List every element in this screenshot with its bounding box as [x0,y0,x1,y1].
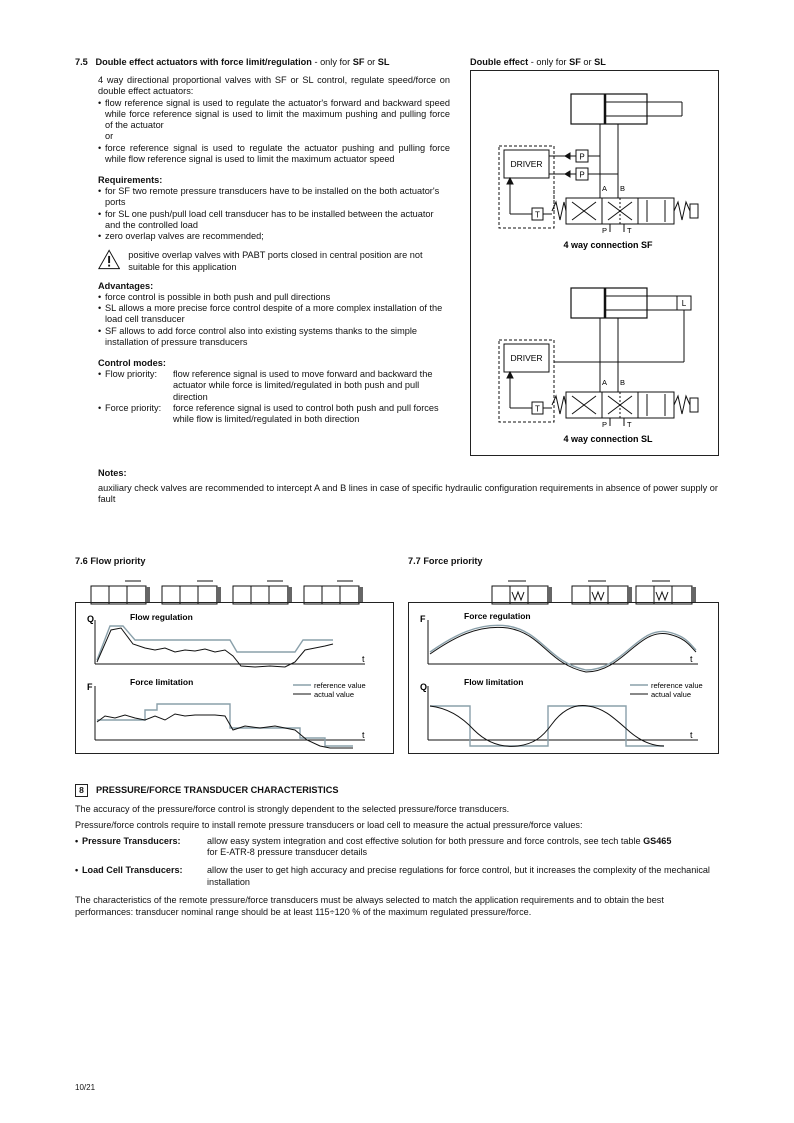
section-number: 7.5 [75,57,88,67]
diagram-heading-main: Double effect [470,57,529,67]
advantage-item: • SL allows a more precise force control despite of a more complex installation of the load cell transducer [98,303,450,325]
warning-text: positive overlap valves with PABT ports closed in central position are not suitable for this application [128,250,423,272]
title-sl: SL [377,57,390,67]
warning-note [98,247,450,272]
page-number: 10/21 [75,1083,96,1092]
section-8-body [75,804,720,919]
axis-q: Q [87,614,95,624]
advantages-title: Advantages: [98,280,154,291]
force-limitation-label: Force limitation [130,677,194,687]
flow-regulation-label: Flow regulation [130,612,193,622]
diagram-heading-sl: SL [594,57,606,67]
flow-regulation-axes [95,620,365,664]
section-number-box: 8 [75,784,88,797]
section-7-7-title: 7.7 Force priority [408,556,483,566]
pressure-transducers-text-2: for E-ATR-8 pressure transducer details [207,847,368,858]
notes-text: auxiliary check valves are recommended to intercept A and B lines in case of specific hydraulic configuration requirements in absence of power supply or fault [98,483,718,505]
section-7-6-title: 7.6 Flow priority [75,556,146,566]
valve-symbols-dark-marks [145,587,363,603]
bullet-force-reference: • force reference signal is used to regulate the actuator pushing and pulling force while flow reference signal is used to limit the maximum actuator speed [98,143,450,165]
control-mode-key: • Force priority: [105,402,162,413]
force-regulation-axes [428,620,698,664]
section-8-paragraph: The accuracy of the pressure/force control is strongly dependent to the selected pressure/force transducers. [75,804,510,814]
title-or: or [364,57,378,67]
pressure-transducers-text: allow easy system integration and cost effective solution for both pressure and force controls, see tech table [207,835,644,846]
gs465-reference: GS465 [643,835,672,846]
sl-t-box: T [535,404,540,414]
pressure-transducers-key: • Pressure Transducers: [75,836,207,860]
valve-symbols-dark-marks [547,587,696,603]
sl-port-t: T [627,420,632,429]
or-word: or [105,131,114,142]
requirement-item: • for SF two remote pressure transducers have to be installed on the both actuator's ports [98,186,450,208]
sf-pressure-box-1: P [579,152,585,162]
sl-port-b: B [620,378,626,387]
notes-block [98,468,718,506]
pressure-transducers-item [75,836,720,860]
control-mode-value: flow reference signal is used to move forward and backward the actuator while force is limited/regulated in both push and pull direction [173,369,433,402]
requirement-item: • zero overlap valves are recommended; [98,231,450,242]
section-7-5 [75,57,460,425]
caption-sf: 4 way connection SF [563,240,653,250]
sf-port-b: B [620,184,626,193]
legend-actual-label: actual value [314,690,355,699]
axis-t-bottom: t [690,730,693,740]
flow-limitation-label: Flow limitation [464,677,524,687]
force-regulation-label: Force regulation [464,611,531,621]
advantage-item: • SF allows to add force control also into existing systems thanks to the simple installation of pressure transducers [98,326,450,348]
section-title: Double effect actuators with force limit/regulation [95,57,312,67]
sf-port-t: T [627,226,632,235]
diagram-heading-or: or [580,57,595,67]
sf-t-box: T [535,210,540,220]
force-actual-line [97,714,353,748]
title-sf: SF [352,57,365,67]
bullet-flow-reference: • flow reference signal is used to regulate the actuator's forward and backward speed while force reference signal is used to limit the maximum pushing and pulling force of the actuator [98,98,450,132]
diagram-heading [470,57,606,68]
sf-pressure-box-2: P [579,170,585,180]
valve-symbols-row [91,581,359,604]
control-mode-item [98,403,450,425]
legend-actual-label: actual value [651,690,692,699]
control-mode-item [98,369,450,403]
sf-port-a: A [602,184,608,193]
axis-t-bottom: t [362,730,365,740]
sl-port-p: P [601,420,607,429]
advantage-item: • force control is possible in both push and pull directions [98,292,450,303]
warning-triangle-icon [98,247,120,272]
load-cell-transducers-key: • Load Cell Transducers: [75,865,207,889]
control-mode-key: • Flow priority: [105,369,158,380]
diagram-heading-sf: SF [569,57,581,67]
caption-sl: 4 way connection SL [563,434,653,444]
requirements-title: Requirements: [98,174,163,185]
axis-t-top: t [362,654,365,664]
flow-priority-figure [75,578,395,754]
force-priority-figure [408,578,720,754]
diagram-heading-suffix: - only for [528,57,570,67]
hydraulic-connection-diagram [470,70,719,456]
control-modes-title: Control modes: [98,358,166,369]
axis-t-top: t [690,654,693,664]
sl-port-a: A [602,378,608,387]
load-cell-transducers-item [75,865,720,889]
sf-driver-label: DRIVER [510,159,543,169]
legend-reference-label: reference value [651,681,703,690]
title-suffix: - only for [311,57,353,67]
sl-load-cell-box: L [681,299,687,308]
axis-f: F [420,614,426,624]
force-actual-curve [430,627,696,672]
section-7-5-heading [75,57,460,68]
requirement-item: • for SL one push/pull load cell transducer has to be installed between the actuator and the controlled load [98,209,450,231]
notes-title: Notes: [98,468,127,478]
section-8-paragraph: The characteristics of the remote pressure/force transducers must be always selected to match the application requirements and to obtain the best performances: transducer nominal range should be at least 115÷120 % of the maximum regulated pressure/force. [75,894,664,917]
axis-q: Q [420,682,428,692]
control-mode-value: force reference signal is used to control both push and pull forces while flow is limited/regulated in both direction [173,402,439,425]
axis-f: F [87,682,93,692]
load-cell-transducers-text: allow the user to get high accuracy and precise regulations for force control, but it increases the complexity of the mechanical installation [207,865,710,888]
sl-driver-label: DRIVER [510,353,543,363]
valve-symbols-row [492,581,692,604]
legend-reference-label: reference value [314,681,366,690]
section-8-title: PRESSURE/FORCE TRANSDUCER CHARACTERISTICS [96,784,339,795]
intro-text: 4 way directional proportional valves with SF or SL control, regulate speed/force on double effect actuators: [98,75,450,97]
sf-port-p: P [601,226,607,235]
section-8-heading [75,784,338,797]
section-8-paragraph: Pressure/force controls require to install remote pressure transducers or load cell to measure the actual pressure/force values: [75,819,583,830]
